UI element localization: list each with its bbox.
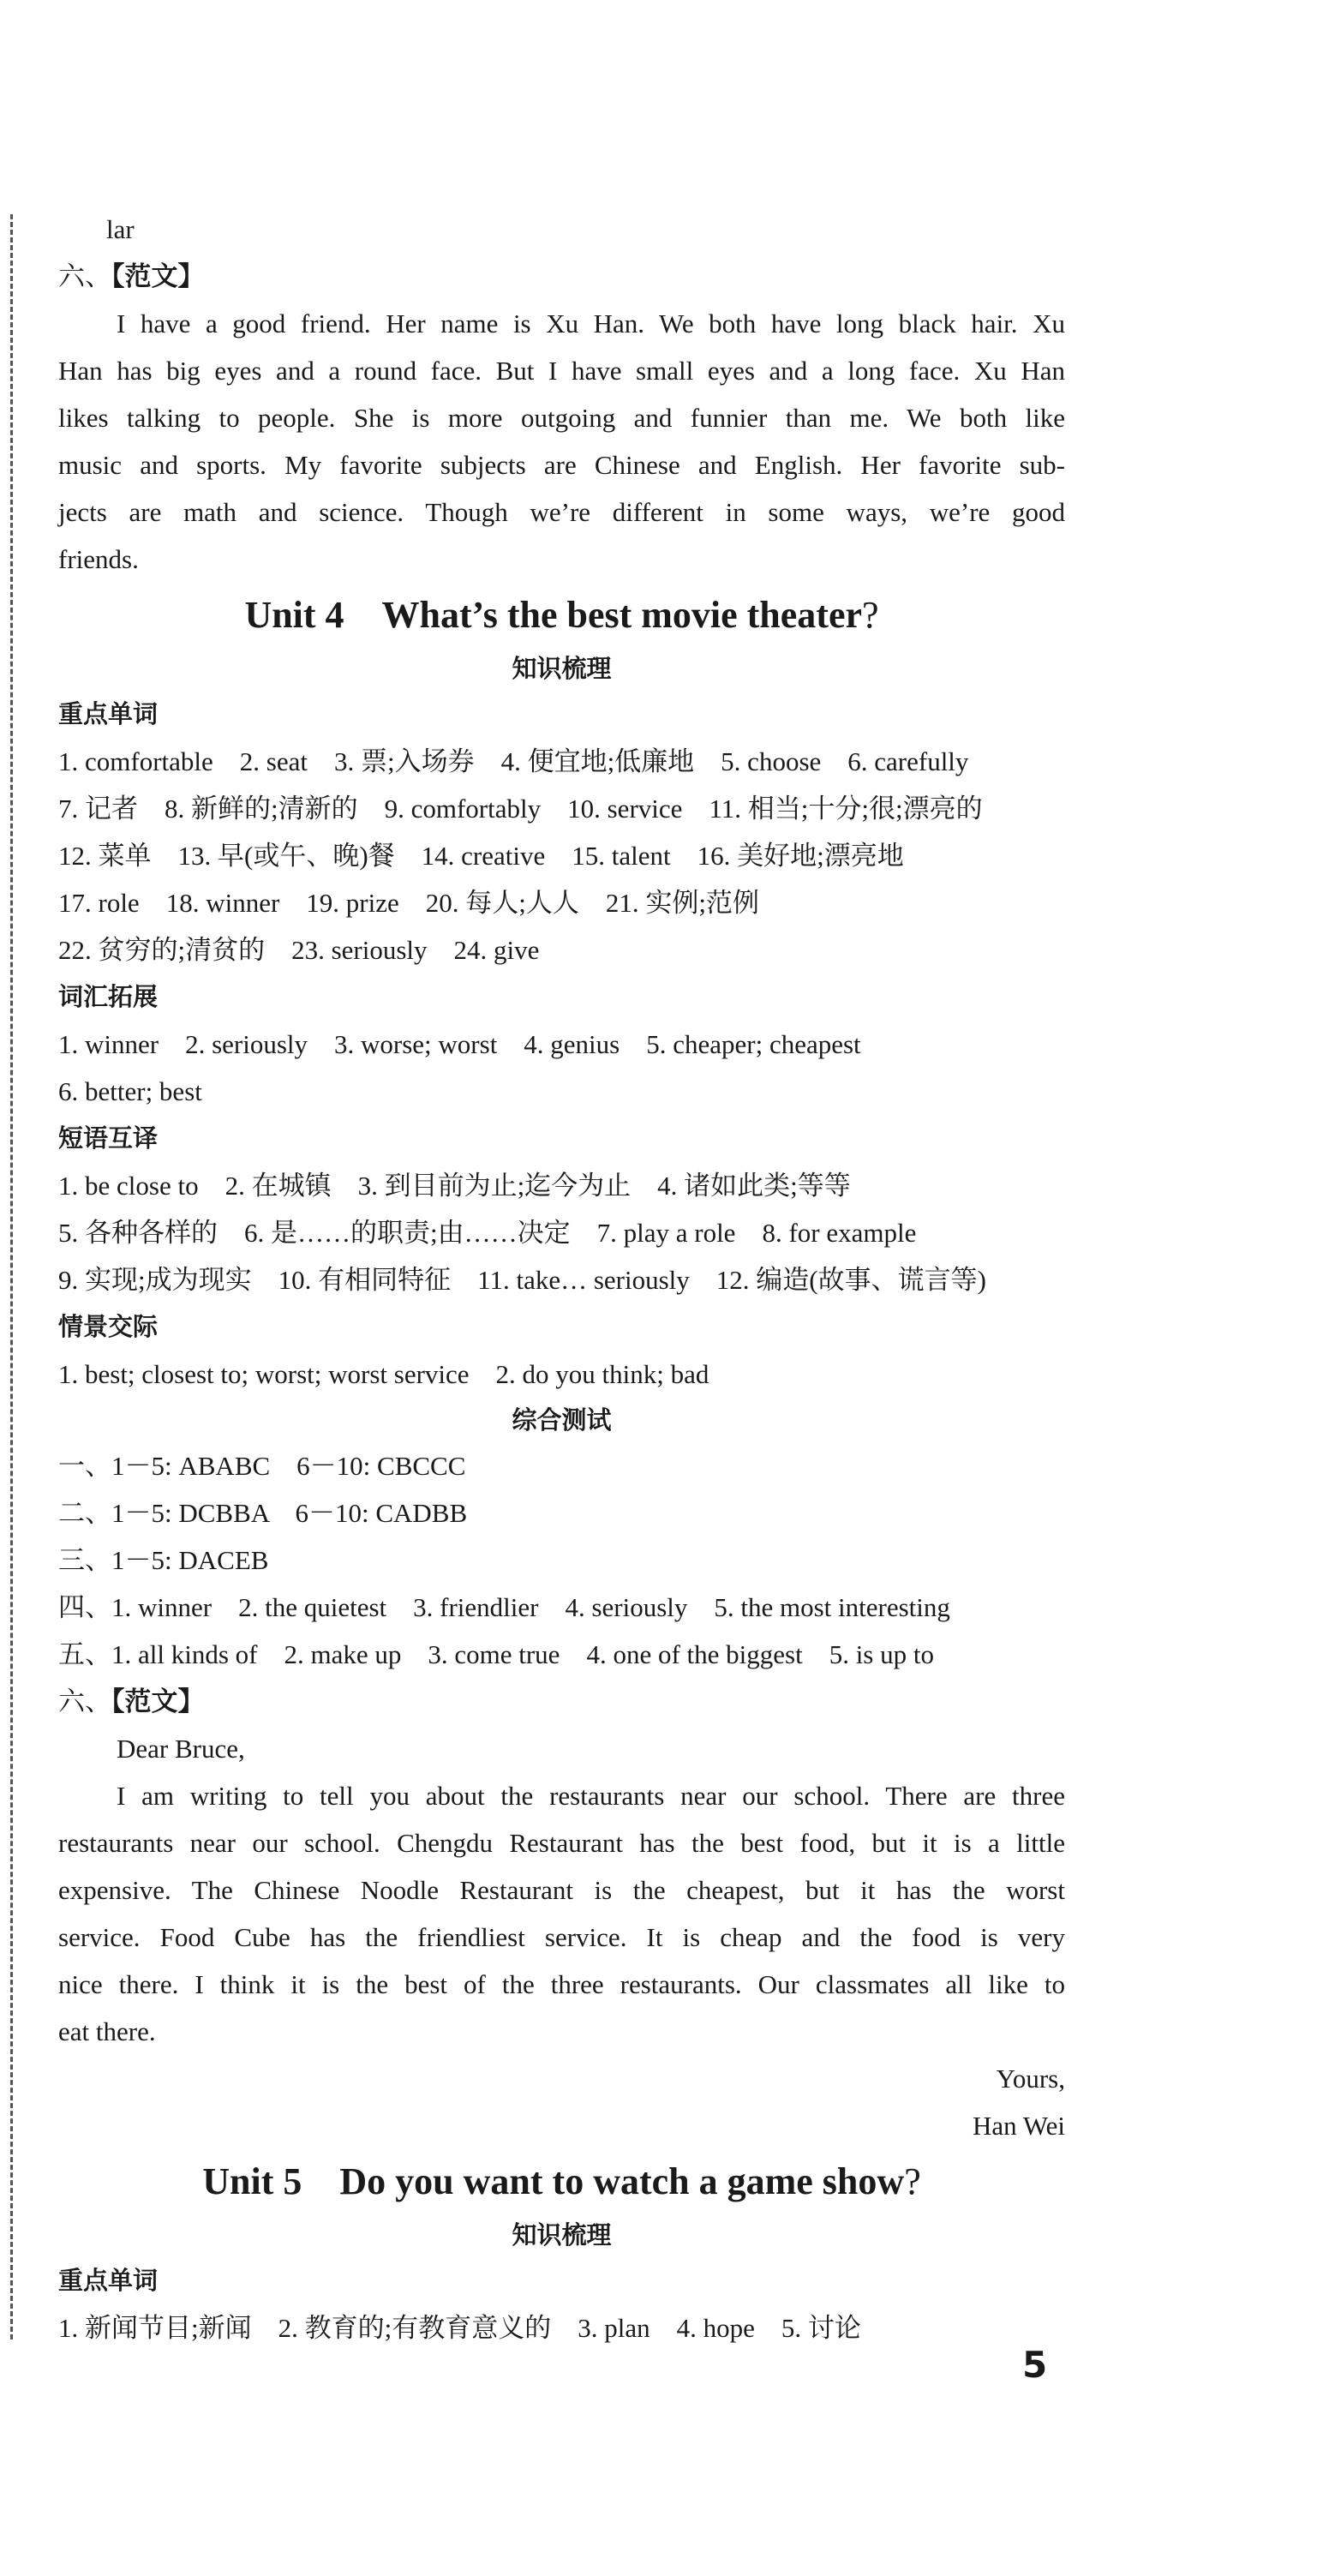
answer-line: 7. 记者 8. 新鲜的;清新的 9. comfortably 10. service 11. 相当;十分;很;漂亮的 xyxy=(58,794,983,824)
answer-line: 9. 实现;成为现实 10. 有相同特征 11. take… seriously 12. 编造(故事、谎言等) xyxy=(58,1265,986,1295)
answer-line: 22. 贫穷的;清贫的 23. seriously 24. give xyxy=(58,935,540,965)
page-number: 5 xyxy=(1022,2344,1048,2386)
unit4-knowledge-heading: 知识梳理 xyxy=(512,654,612,683)
unit5-key-words-label: 重点单词 xyxy=(58,2266,159,2295)
answer-line: 5. 各种各样的 6. 是……的职责;由……决定 7. play a role 8. for example xyxy=(58,1218,917,1248)
letter-greeting: Dear Bruce, xyxy=(117,1734,245,1764)
essay-line: friends. xyxy=(58,544,139,574)
unit5-knowledge-heading: 知识梳理 xyxy=(512,2220,612,2250)
answer-line: 一、1－5: ABABC 6－10: CBCCC xyxy=(58,1451,466,1481)
answer-line: 17. role 18. winner 19. prize 20. 每人;人人 21. 实例;范例 xyxy=(58,888,759,918)
unit4-key-words-label: 重点单词 xyxy=(58,699,159,728)
essay-line: I have a good friend. Her name is Xu Han. We both have long black hair. Xu xyxy=(117,309,1065,338)
unit4-section-six-heading xyxy=(58,1678,1065,1725)
answer-line: 1. winner 2. seriously 3. worse; worst 4. genius 5. cheaper; cheapest xyxy=(58,1029,861,1059)
unit4-key-words xyxy=(58,738,1065,973)
answer-line: 二、1－5: DCBBA 6－10: CADBB xyxy=(58,1498,468,1528)
unit4-title: Unit 4 What’s the best movie theater? xyxy=(244,594,879,636)
unit4-test-heading: 综合测试 xyxy=(512,1405,612,1435)
unit4-situation-label: 情景交际 xyxy=(58,1312,159,1341)
letter-line: I am writing to tell you about the restaurants near our school. There are three xyxy=(117,1781,1065,1811)
model-letter xyxy=(58,1725,1065,2149)
answer-line: 12. 菜单 13. 早(或午、晚)餐 14. creative 15. talent 16. 美好地;漂亮地 xyxy=(58,841,904,871)
letter-line: service. Food Cube has the friendliest service. It is cheap and the food is very xyxy=(58,1922,1065,1952)
unit4-phrases-label: 短语互译 xyxy=(58,1123,159,1153)
unit4-vocab xyxy=(58,1021,1065,1115)
answer-line: 1. best; closest to; worst; worst service 2. do you think; bad xyxy=(58,1359,709,1389)
answer-line: 四、1. winner 2. the quietest 3. friendlier 4. seriously 5. the most interesting xyxy=(58,1592,950,1622)
section-number: 六、 xyxy=(58,261,111,291)
unit4-vocab-label: 词汇拓展 xyxy=(58,982,159,1011)
essay-line: jects are math and science. Though we’re different in some ways, we’re good xyxy=(58,497,1065,527)
letter-line: eat there. xyxy=(58,2016,156,2046)
unit4-test-answers xyxy=(58,1442,1065,1678)
essay-line: likes talking to people. She is more outgoing and funnier than me. We both like xyxy=(58,403,1065,433)
page-content xyxy=(58,206,1065,2351)
letter-signature: Han Wei xyxy=(973,2111,1065,2141)
model-essay-1 xyxy=(58,300,1065,583)
answer-line: 三、1－5: DACEB xyxy=(58,1545,269,1575)
section-number: 六、 xyxy=(58,1686,111,1716)
letter-line: restaurants near our school. Chengdu Restaurant has the best food, but it is a little xyxy=(58,1828,1065,1858)
cut-line-divider xyxy=(10,214,13,2339)
model-essay-label: 【范文】 xyxy=(111,261,205,292)
model-essay-label: 【范文】 xyxy=(111,1686,205,1717)
answer-line: 6. better; best xyxy=(58,1076,202,1106)
answer-line: 1. 新闻节目;新闻 2. 教育的;有教育意义的 3. plan 4. hope 5. 讨论 xyxy=(58,2313,861,2343)
letter-line: expensive. The Chinese Noodle Restaurant is the cheapest, but it has the worst xyxy=(58,1875,1065,1905)
unit5-title: Unit 5 Do you want to watch a game show? xyxy=(202,2160,921,2202)
essay-line: Han has big eyes and a round face. But I have small eyes and a long face. Xu Han xyxy=(58,356,1065,386)
letter-closing: Yours, xyxy=(996,2064,1065,2094)
essay-line: music and sports. My favorite subjects are Chinese and English. Her favorite sub- xyxy=(58,450,1065,480)
answer-line: 1. comfortable 2. seat 3. 票;入场券 4. 便宜地;低廉地 5. choose 6. carefully xyxy=(58,746,969,776)
answer-line: 1. be close to 2. 在城镇 3. 到目前为止;迄今为止 4. 诸如此类;等等 xyxy=(58,1171,851,1201)
answer-line: 五、1. all kinds of 2. make up 3. come true 4. one of the biggest 5. is up to xyxy=(58,1639,934,1669)
letter-line: nice there. I think it is the best of the three restaurants. Our classmates all like to xyxy=(58,1969,1065,1999)
unit4-phrases xyxy=(58,1162,1065,1303)
continued-text: lar xyxy=(106,214,135,244)
section-six-heading xyxy=(58,253,1065,300)
